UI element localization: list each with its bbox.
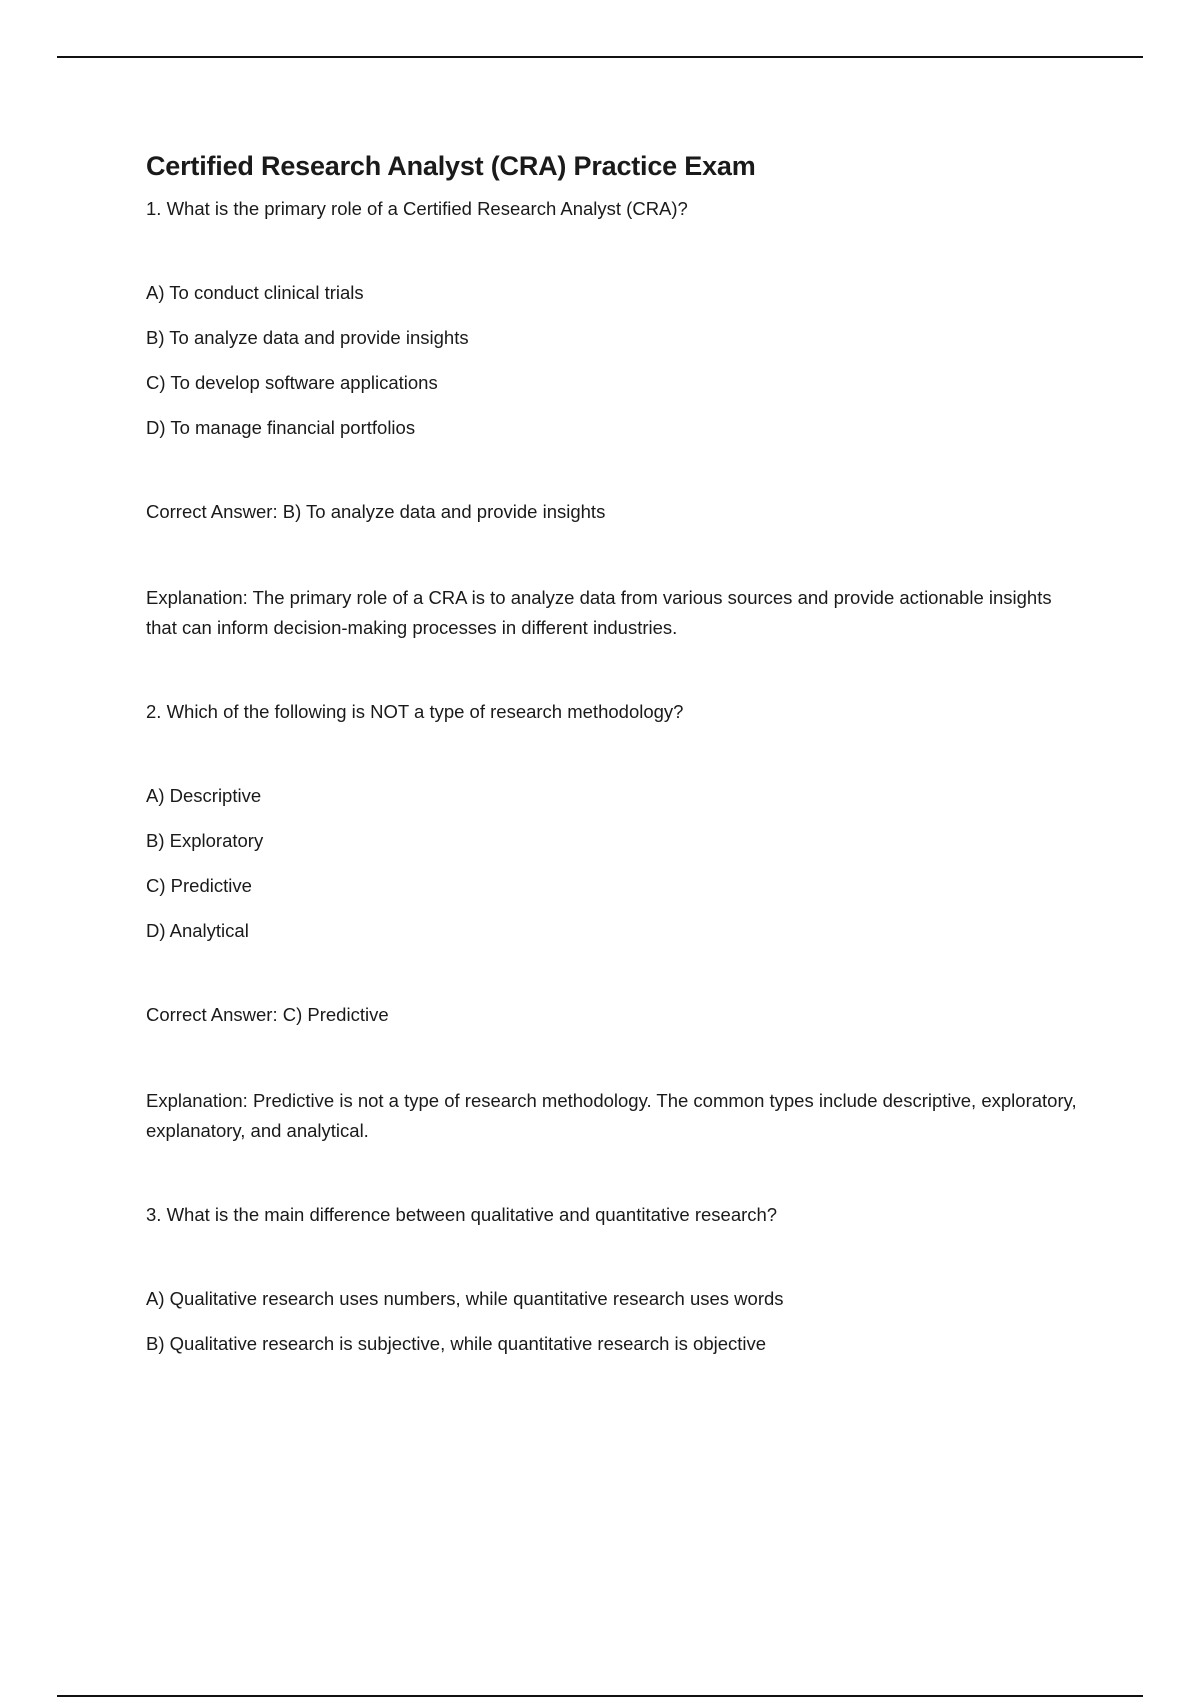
option-list (146, 1286, 1086, 1357)
page-title: Certified Research Analyst (CRA) Practice Exam (146, 151, 756, 181)
question-3 (146, 1202, 1086, 1357)
option-list (146, 280, 1086, 441)
question-stem: 3. What is the main difference between qualitative and quantitative research? (146, 1204, 778, 1225)
option-item: C) Predictive (146, 875, 252, 896)
question-stem: 2. Which of the following is NOT a type of research methodology? (146, 701, 684, 722)
option-item: B) To analyze data and provide insights (146, 327, 469, 348)
option-list (146, 783, 1086, 944)
question-stem: 1. What is the primary role of a Certified Research Analyst (CRA)? (146, 198, 688, 219)
option-item: C) To develop software applications (146, 372, 438, 393)
footer-rule (57, 1695, 1143, 1697)
header-rule (57, 56, 1143, 58)
option-item: D) Analytical (146, 920, 249, 941)
correct-answer: Correct Answer: B) To analyze data and provide insights (146, 501, 606, 522)
question-2 (146, 699, 1086, 1146)
explanation: Explanation: The primary role of a CRA is to analyze data from various sources and provide actionable insights that can inform decision-making processes in different industries. (146, 587, 1052, 638)
option-item: B) Exploratory (146, 830, 264, 851)
correct-answer: Correct Answer: C) Predictive (146, 1004, 389, 1025)
option-item: D) To manage financial portfolios (146, 417, 416, 438)
option-item: A) Qualitative research uses numbers, while quantitative research uses words (146, 1288, 784, 1309)
option-item: A) Descriptive (146, 785, 262, 806)
exam-page (146, 148, 1086, 1357)
option-item: B) Qualitative research is subjective, while quantitative research is objective (146, 1333, 767, 1354)
option-item: A) To conduct clinical trials (146, 282, 364, 303)
explanation: Explanation: Predictive is not a type of research methodology. The common types include descriptive, exploratory, explanatory, and analytical. (146, 1090, 1077, 1141)
question-1 (146, 196, 1086, 643)
